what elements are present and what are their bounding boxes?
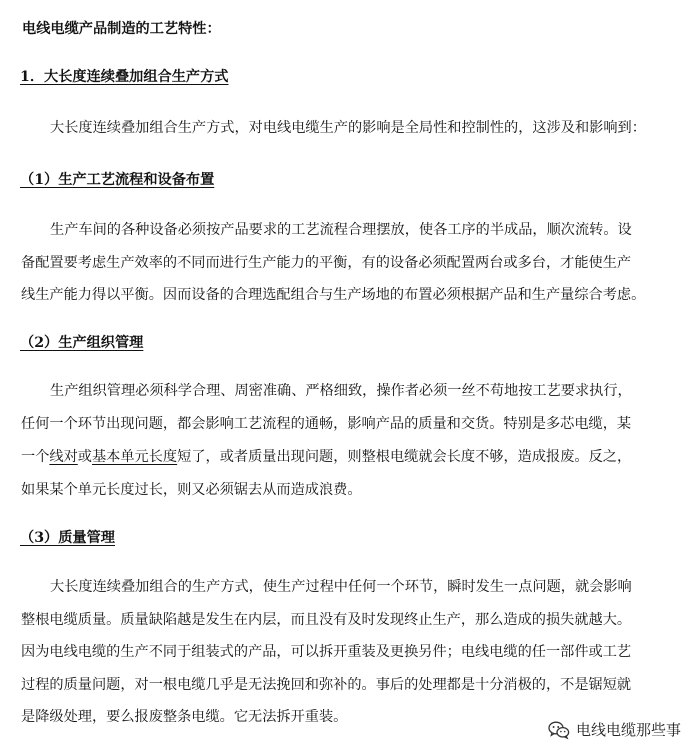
subsection-heading-1: （1）生产工艺流程和设备布置 — [20, 172, 215, 188]
paragraph-line: 生产车间的各种设备必须按产品要求的工艺流程合理摆放，使各工序的半成品，顺次流转。设 — [50, 222, 632, 238]
section-heading: 1．大长度连续叠加组合生产方式 — [20, 69, 229, 85]
underlined-term-wire-pair: 线对 — [49, 449, 78, 465]
paragraph-line: 生产组织管理必须科学合理、周密准确、严格细致，操作者必须一丝不苟地按工艺要求执行， — [50, 383, 632, 399]
document-title: 电线电缆产品制造的工艺特性： — [22, 21, 221, 37]
paragraph-line: 是降级处理，要么报废整条电缆。它无法拆开重装。 — [21, 709, 348, 725]
paragraph-line: 备配置要考虑生产效率的不同而进行生产能力的平衡，有的设备必须配置两台或多台，才能使生产 — [21, 255, 632, 271]
watermark — [548, 719, 681, 740]
paragraph-line: 整根电缆质量。质量缺陷越是发生在内层，而且没有及时发现终止生产，那么造成的损失就越大。 — [21, 612, 632, 628]
text-run: 一个 — [21, 449, 50, 465]
paragraph-line-mixed — [21, 447, 631, 467]
text-run: 或 — [77, 449, 92, 465]
wechat-icon — [548, 720, 570, 740]
intro-paragraph: 大长度连续叠加组合生产方式，对电线电缆生产的影响是全局性和控制性的，这涉及和影响到： — [50, 120, 646, 136]
paragraph-line: 因为电线电缆的生产不同于组装式的产品，可以拆开重装及更换另件；电线电缆的任一部件或工艺 — [21, 644, 632, 660]
paragraph-line: 如果某个单元长度过长，则又必须锯去从而造成浪费。 — [21, 482, 362, 498]
paragraph-line: 任何一个环节出现问题，都会影响工艺流程的通畅，影响产品的质量和交货。特别是多芯电缆，某 — [21, 416, 632, 432]
text-run: 短了，或者质量出现问题，则整根电缆就会长度不够，造成报废。反之， — [177, 449, 632, 465]
paragraph-line: 过程的质量问题，对一根电缆几乎是无法挽回和弥补的。事后的处理都是十分消极的，不是锯短就 — [21, 677, 632, 693]
subsection-heading-2: （2）生产组织管理 — [20, 335, 144, 351]
subsection-heading-3: （3）质量管理 — [20, 530, 115, 546]
watermark-text: 电线电缆那些事 — [575, 721, 681, 739]
underlined-term-unit-length: 基本单元长度 — [91, 449, 178, 465]
paragraph-line: 大长度连续叠加组合的生产方式，使生产过程中任何一个环节，瞬时发生一点问题，就会影响 — [50, 579, 632, 595]
paragraph-line: 线生产能力得以平衡。因而设备的合理选配组合与生产场地的布置必须根据产品和生产量综合考虑。 — [21, 287, 646, 303]
